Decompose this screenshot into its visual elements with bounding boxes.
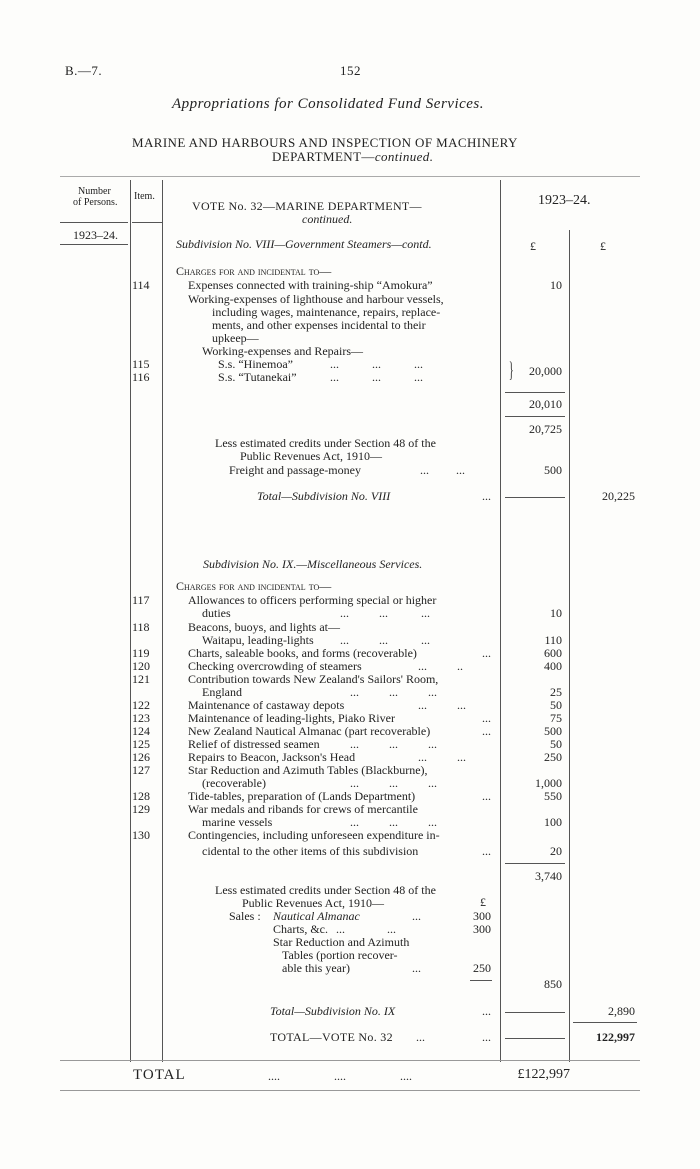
- subdivision-9-charges-heading: Charges for and incidental to—: [176, 579, 332, 593]
- sales-item-label: Tables (portion recover-: [282, 948, 398, 962]
- pound-header-1: £: [530, 239, 536, 253]
- persons-header-line1: Number: [78, 186, 111, 197]
- vote-total-amount: 122,997: [596, 1030, 635, 1044]
- table-row: duties ... ... ... 10: [202, 606, 562, 620]
- subdivision-9-title: Subdivision No. IX.—Miscellaneous Services.: [203, 557, 423, 571]
- item-header: Item.: [134, 191, 155, 202]
- table-row: ments, and other expenses incidental to their: [212, 318, 426, 332]
- dots: ...: [412, 909, 421, 923]
- pound-header-2: £: [600, 239, 606, 253]
- grand-total-amount: £122,997: [517, 1067, 570, 1082]
- sales-sum-rule: [470, 980, 492, 981]
- subdivision-8-less-line2: Public Revenues Act, 1910—: [240, 449, 382, 463]
- table-row: Working-expenses and Repairs—: [202, 344, 363, 358]
- persons-year: 1923–24.: [73, 228, 118, 242]
- table-row: 121 Contribution towards New Zealand's Sailors' Room,: [132, 672, 439, 686]
- dots: ... ...: [416, 1030, 491, 1044]
- table-row: 130 Contingencies, including unforeseen expenditure in-: [132, 828, 440, 842]
- table-row: 119 Charts, saleable books, and forms (recoverable) ... 600: [132, 646, 562, 660]
- subdivision-8-title: Subdivision No. VIII—Government Steamers—contd.: [176, 237, 432, 251]
- dots: ...: [482, 489, 491, 503]
- table-row: 116 S.s. “Tutanekai” ... ... ...: [132, 370, 423, 384]
- sales-label: Sales :: [229, 909, 261, 923]
- vote-title: VOTE No. 32—MARINE DEPARTMENT—: [192, 199, 422, 213]
- subdivision-8-total-label: Total—Subdivision No. VIII: [257, 489, 391, 503]
- department-title-line1: MARINE AND HARBOURS AND INSPECTION OF MACHINERY: [132, 135, 518, 150]
- subdivision-8-total: 20,225: [602, 489, 635, 503]
- persons-header-line2: of Persons.: [73, 197, 118, 208]
- dots: .... .... ....: [268, 1069, 412, 1083]
- subdivision-8-less-line1: Less estimated credits under Section 48 of the: [215, 436, 436, 450]
- sales-item-label: able this year): [282, 961, 350, 975]
- sales-item-amount: 250: [473, 961, 491, 975]
- total-dash: [505, 1038, 565, 1039]
- persons-header-rule: [60, 222, 128, 223]
- subdivision-9-less-line2: Public Revenues Act, 1910—: [242, 896, 384, 910]
- subdivision-8-charges-heading: Charges for and incidental to—: [176, 264, 332, 278]
- table-row: 115 S.s. “Hinemoa” ... ... ...: [132, 357, 423, 371]
- sales-item-amount: 300: [473, 909, 491, 923]
- bracket-amount: 20,000: [529, 364, 562, 378]
- table-row: marine vessels ... ... ... 100: [202, 815, 562, 829]
- table-row: 125 Relief of distressed seamen ... ... ... 50: [132, 737, 562, 751]
- freight-amount: 500: [544, 463, 562, 477]
- subdivision-8-subtotal: 20,010: [529, 397, 562, 411]
- pound-sign: £: [480, 895, 486, 909]
- item-header-rule: [132, 222, 162, 223]
- total-rule-top: [60, 1060, 640, 1061]
- year-header: 1923–24.: [538, 193, 591, 208]
- subdivision-9-total-label: Total—Subdivision No. IX: [270, 1004, 396, 1018]
- table-row: Waitapu, leading-lights ... ... ... 110: [202, 633, 562, 647]
- gross-rule: [505, 863, 565, 864]
- dots: ...: [482, 1004, 491, 1018]
- vote-total-label: TOTAL—VOTE No. 32: [270, 1030, 393, 1044]
- freight-label: Freight and passage-money: [229, 463, 361, 477]
- brace-icon: }: [508, 357, 514, 382]
- table-row: cidental to the other items of this subdivision ... 20: [202, 844, 562, 858]
- total-dash: [505, 1012, 565, 1013]
- table-row: 126 Repairs to Beacon, Jackson's Head ... ... 250: [132, 750, 562, 764]
- subdivision-9-total: 2,890: [608, 1004, 635, 1018]
- total-rule-bottom: [60, 1090, 640, 1091]
- dots: ... ...: [336, 922, 396, 936]
- page-heading: Appropriations for Consolidated Fund Services.: [172, 96, 485, 112]
- table-row: (recoverable) ... ... ... 1,000: [202, 776, 562, 790]
- page-number: 152: [340, 63, 361, 78]
- subdivision-9-gross: 3,740: [535, 869, 562, 883]
- table-row: 118 Beacons, buoys, and lights at—: [132, 620, 340, 634]
- vote-total-rule: [573, 1022, 637, 1023]
- department-title-line2: DEPARTMENT—continued.: [272, 149, 434, 164]
- sales-item-label: Nautical Almanac: [273, 909, 360, 923]
- subdivision-9-credits: 850: [544, 977, 562, 991]
- table-row: England ... ... ... 25: [202, 685, 562, 699]
- table-row: including wages, maintenance, repairs, replace-: [212, 305, 441, 319]
- table-row: 123 Maintenance of leading-lights, Piako River ... 75: [132, 711, 562, 725]
- subtotal-rule: [505, 392, 565, 393]
- table-row: Working-expenses of lighthouse and harbour vessels,: [188, 292, 444, 306]
- table-row: 127 Star Reduction and Azimuth Tables (Blackburne),: [132, 763, 428, 777]
- table-row: 129 War medals and ribands for crews of mercantile: [132, 802, 418, 816]
- table-row: 124 New Zealand Nautical Almanac (part recoverable) ... 500: [132, 724, 562, 738]
- table-row: 128 Tide-tables, preparation of (Lands Department) ... 550: [132, 789, 562, 803]
- subdivision-8-gross: 20,725: [529, 422, 562, 436]
- sales-item-label: Star Reduction and Azimuth: [273, 935, 410, 949]
- table-row: 114 Expenses connected with training-ship “Amokura” 10: [132, 278, 562, 292]
- gross-rule: [505, 416, 565, 417]
- persons-year-rule: [60, 244, 128, 245]
- grand-total-label: TOTAL: [133, 1067, 186, 1083]
- sales-item-amount: 300: [473, 922, 491, 936]
- table-row: 122 Maintenance of castaway depots ... ... 50: [132, 698, 562, 712]
- header-rule-top: [60, 176, 640, 177]
- table-row: upkeep—: [212, 331, 259, 345]
- report-reference: B.—7.: [65, 63, 103, 78]
- dots: ... ...: [420, 463, 465, 477]
- vote-title-continued: continued.: [302, 212, 353, 226]
- total-dash: [505, 497, 565, 498]
- sales-item-label: Charts, &c.: [273, 922, 328, 936]
- dots: ...: [412, 961, 421, 975]
- table-row: 117 Allowances to officers performing special or higher: [132, 593, 437, 607]
- table-row: 120 Checking overcrowding of steamers ... .. 400: [132, 659, 562, 673]
- subdivision-9-less-line1: Less estimated credits under Section 48 of the: [215, 883, 436, 897]
